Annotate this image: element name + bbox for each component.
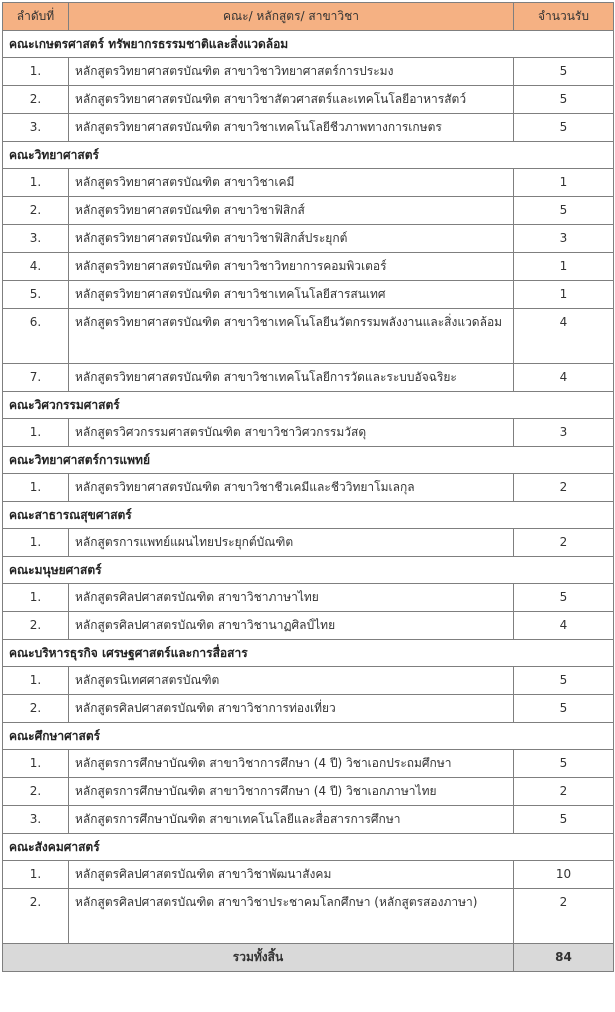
row-program: หลักสูตรวิทยาศาสตรบัณฑิต สาขาวิชาเทคโนโลยีการวัดและระบบอัจฉริยะ bbox=[69, 364, 514, 392]
faculty-row bbox=[3, 640, 614, 667]
row-program: หลักสูตรศิลปศาสตรบัณฑิต สาขาวิชาการท่องเที่ยว bbox=[69, 695, 514, 723]
faculty-name: คณะมนุษยศาสตร์ bbox=[3, 557, 614, 584]
row-count: 5 bbox=[514, 806, 614, 834]
row-count: 5 bbox=[514, 58, 614, 86]
faculty-name: คณะศึกษาศาสตร์ bbox=[3, 723, 614, 750]
faculty-row bbox=[3, 142, 614, 169]
table-row bbox=[3, 419, 614, 447]
faculty-name: คณะสังคมศาสตร์ bbox=[3, 834, 614, 861]
table-row bbox=[3, 889, 614, 944]
row-program: หลักสูตรศิลปศาสตรบัณฑิต สาขาวิชาภาษาไทย bbox=[69, 584, 514, 612]
admission-quota-table bbox=[2, 2, 614, 972]
total-label: รวมทั้งสิ้น bbox=[3, 944, 514, 972]
row-program: หลักสูตรวิทยาศาสตรบัณฑิต สาขาวิชาสัตวศาสตร์และเทคโนโลยีอาหารสัตว์ bbox=[69, 86, 514, 114]
table-row bbox=[3, 474, 614, 502]
row-count: 5 bbox=[514, 667, 614, 695]
row-count: 3 bbox=[514, 225, 614, 253]
row-number: 2. bbox=[3, 612, 69, 640]
faculty-row bbox=[3, 723, 614, 750]
row-count: 3 bbox=[514, 419, 614, 447]
row-program: หลักสูตรวิทยาศาสตรบัณฑิต สาขาวิชาเทคโนโลยีนวัตกรรมพลังงานและสิ่งแวดล้อม bbox=[69, 309, 514, 364]
table-row bbox=[3, 612, 614, 640]
row-number: 1. bbox=[3, 169, 69, 197]
row-number: 4. bbox=[3, 253, 69, 281]
table-row bbox=[3, 667, 614, 695]
faculty-name: คณะสาธารณสุขศาสตร์ bbox=[3, 502, 614, 529]
row-program: หลักสูตรวิทยาศาสตรบัณฑิต สาขาวิชาเทคโนโลยีชีวภาพทางการเกษตร bbox=[69, 114, 514, 142]
header-no: ลำดับที่ bbox=[3, 3, 69, 31]
table-row bbox=[3, 861, 614, 889]
row-count: 2 bbox=[514, 778, 614, 806]
row-number: 2. bbox=[3, 889, 69, 944]
row-program: หลักสูตรศิลปศาสตรบัณฑิต สาขาวิชาพัฒนาสังคม bbox=[69, 861, 514, 889]
row-program: หลักสูตรการศึกษาบัณฑิต สาขาวิชาการศึกษา (4 ปี) วิชาเอกภาษาไทย bbox=[69, 778, 514, 806]
row-program: หลักสูตรนิเทศศาสตรบัณฑิต bbox=[69, 667, 514, 695]
row-count: 4 bbox=[514, 309, 614, 364]
row-program: หลักสูตรการแพทย์แผนไทยประยุกต์บัณฑิต bbox=[69, 529, 514, 557]
row-program: หลักสูตรวิทยาศาสตรบัณฑิต สาขาวิชาฟิสิกส์ประยุกต์ bbox=[69, 225, 514, 253]
row-number: 2. bbox=[3, 197, 69, 225]
faculty-row bbox=[3, 392, 614, 419]
row-number: 1. bbox=[3, 750, 69, 778]
table-row bbox=[3, 364, 614, 392]
row-program: หลักสูตรวิทยาศาสตรบัณฑิต สาขาวิชาวิทยาศาสตร์การประมง bbox=[69, 58, 514, 86]
header-count: จำนวนรับ bbox=[514, 3, 614, 31]
table-row bbox=[3, 197, 614, 225]
faculty-row bbox=[3, 31, 614, 58]
row-count: 2 bbox=[514, 889, 614, 944]
table-row bbox=[3, 778, 614, 806]
table-header-row bbox=[3, 3, 614, 31]
row-count: 5 bbox=[514, 197, 614, 225]
row-program: หลักสูตรศิลปศาสตรบัณฑิต สาขาวิชานาฏศิลป์ไทย bbox=[69, 612, 514, 640]
row-number: 2. bbox=[3, 778, 69, 806]
row-number: 6. bbox=[3, 309, 69, 364]
faculty-row bbox=[3, 557, 614, 584]
row-number: 2. bbox=[3, 695, 69, 723]
table-body bbox=[3, 31, 614, 944]
total-row bbox=[3, 944, 614, 972]
row-number: 1. bbox=[3, 529, 69, 557]
row-number: 1. bbox=[3, 419, 69, 447]
faculty-row bbox=[3, 447, 614, 474]
row-program: หลักสูตรการศึกษาบัณฑิต สาขาวิชาการศึกษา (4 ปี) วิชาเอกประถมศึกษา bbox=[69, 750, 514, 778]
row-number: 1. bbox=[3, 584, 69, 612]
table-row bbox=[3, 86, 614, 114]
table-row bbox=[3, 806, 614, 834]
faculty-name: คณะเกษตรศาสตร์ ทรัพยากรธรรมชาติและสิ่งแวดล้อม bbox=[3, 31, 614, 58]
row-count: 5 bbox=[514, 86, 614, 114]
table-row bbox=[3, 750, 614, 778]
table-row bbox=[3, 529, 614, 557]
row-number: 3. bbox=[3, 806, 69, 834]
row-number: 1. bbox=[3, 861, 69, 889]
table-row bbox=[3, 58, 614, 86]
row-number: 1. bbox=[3, 474, 69, 502]
row-program: หลักสูตรวิทยาศาสตรบัณฑิต สาขาวิชาชีวเคมีและชีววิทยาโมเลกุล bbox=[69, 474, 514, 502]
row-count: 4 bbox=[514, 364, 614, 392]
faculty-name: คณะวิทยาศาสตร์การแพทย์ bbox=[3, 447, 614, 474]
table-row bbox=[3, 114, 614, 142]
row-number: 2. bbox=[3, 86, 69, 114]
row-count: 4 bbox=[514, 612, 614, 640]
row-count: 10 bbox=[514, 861, 614, 889]
row-program: หลักสูตรวิทยาศาสตรบัณฑิต สาขาวิชาเทคโนโลยีสารสนเทศ bbox=[69, 281, 514, 309]
faculty-name: คณะบริหารธุรกิจ เศรษฐศาสตร์และการสื่อสาร bbox=[3, 640, 614, 667]
faculty-row bbox=[3, 834, 614, 861]
table-row bbox=[3, 225, 614, 253]
table-row bbox=[3, 584, 614, 612]
row-number: 7. bbox=[3, 364, 69, 392]
row-count: 5 bbox=[514, 114, 614, 142]
total-count: 84 bbox=[514, 944, 614, 972]
row-number: 1. bbox=[3, 58, 69, 86]
row-count: 2 bbox=[514, 529, 614, 557]
table-row bbox=[3, 253, 614, 281]
table-row bbox=[3, 309, 614, 364]
row-count: 5 bbox=[514, 584, 614, 612]
table-row bbox=[3, 695, 614, 723]
table-row bbox=[3, 281, 614, 309]
row-program: หลักสูตรวิทยาศาสตรบัณฑิต สาขาวิชาฟิสิกส์ bbox=[69, 197, 514, 225]
row-count: 5 bbox=[514, 695, 614, 723]
table-row bbox=[3, 169, 614, 197]
faculty-name: คณะวิทยาศาสตร์ bbox=[3, 142, 614, 169]
row-program: หลักสูตรการศึกษาบัณฑิต สาขาเทคโนโลยีและสื่อสารการศึกษา bbox=[69, 806, 514, 834]
row-program: หลักสูตรวิทยาศาสตรบัณฑิต สาขาวิชาวิทยาการคอมพิวเตอร์ bbox=[69, 253, 514, 281]
row-count: 1 bbox=[514, 169, 614, 197]
row-number: 1. bbox=[3, 667, 69, 695]
header-program: คณะ/ หลักสูตร/ สาขาวิชา bbox=[69, 3, 514, 31]
row-program: หลักสูตรวิทยาศาสตรบัณฑิต สาขาวิชาเคมี bbox=[69, 169, 514, 197]
row-count: 1 bbox=[514, 281, 614, 309]
row-program: หลักสูตรวิศวกรรมศาสตรบัณฑิต สาขาวิชาวิศวกรรมวัสดุ bbox=[69, 419, 514, 447]
row-count: 1 bbox=[514, 253, 614, 281]
faculty-name: คณะวิศวกรรมศาสตร์ bbox=[3, 392, 614, 419]
row-number: 3. bbox=[3, 114, 69, 142]
row-number: 3. bbox=[3, 225, 69, 253]
row-number: 5. bbox=[3, 281, 69, 309]
row-count: 5 bbox=[514, 750, 614, 778]
faculty-row bbox=[3, 502, 614, 529]
row-program: หลักสูตรศิลปศาสตรบัณฑิต สาขาวิชาประชาคมโลกศึกษา (หลักสูตรสองภาษา) bbox=[69, 889, 514, 944]
row-count: 2 bbox=[514, 474, 614, 502]
